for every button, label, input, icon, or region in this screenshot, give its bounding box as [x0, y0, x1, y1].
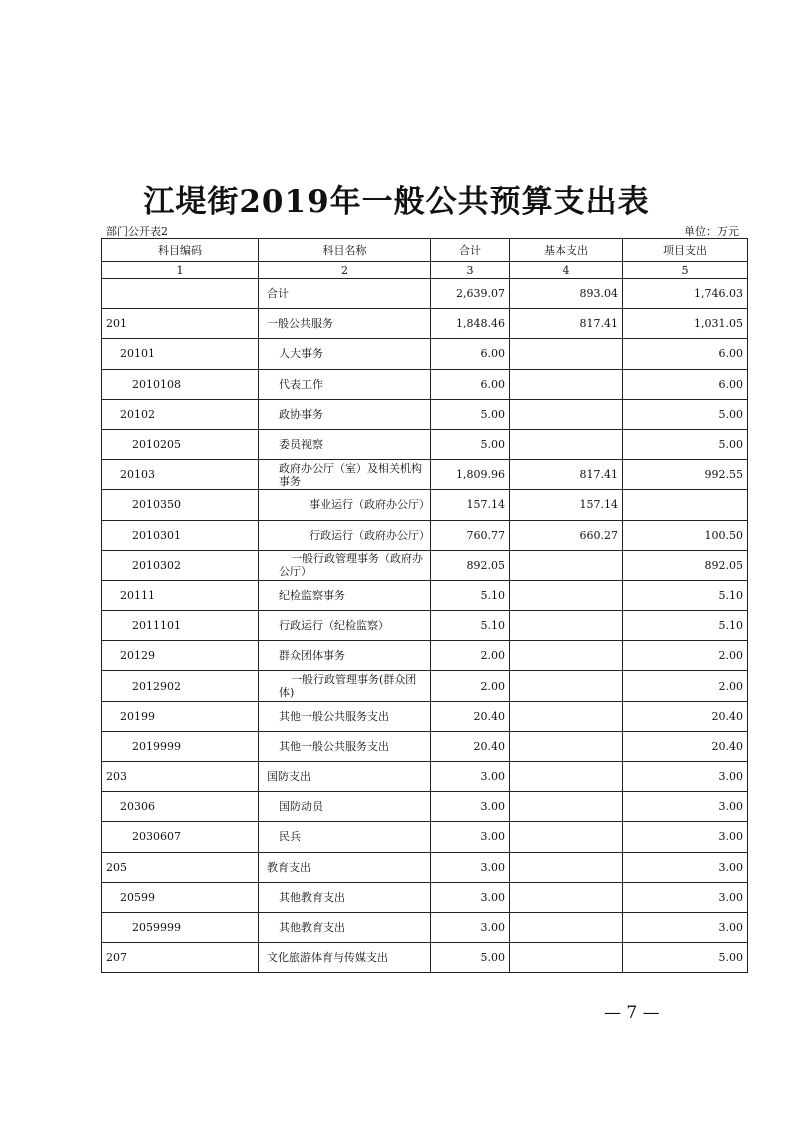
row-basic — [510, 671, 623, 701]
row-name: 其他教育支出 — [259, 882, 431, 912]
row-total: 2.00 — [431, 671, 510, 701]
page-number: — 7 — — [604, 1003, 660, 1023]
table-row — [102, 852, 748, 882]
row-name: 委员视察 — [259, 429, 431, 459]
table-row — [102, 943, 748, 973]
table-row — [102, 701, 748, 731]
column-index: 1 — [102, 262, 259, 279]
row-code: 2010302 — [102, 550, 259, 580]
row-total: 5.00 — [431, 429, 510, 459]
row-total: 6.00 — [431, 339, 510, 369]
row-name: 国防动员 — [259, 792, 431, 822]
row-code: 2010205 — [102, 429, 259, 459]
row-name: 其他一般公共服务支出 — [259, 701, 431, 731]
column-index-row — [102, 262, 748, 279]
table-id-label: 部门公开表2 — [106, 225, 168, 238]
row-basic — [510, 943, 623, 973]
header-name: 科目名称 — [259, 239, 431, 262]
row-code: 20102 — [102, 399, 259, 429]
row-basic — [510, 912, 623, 942]
row-project: 20.40 — [623, 701, 748, 731]
row-code: 20101 — [102, 339, 259, 369]
row-project: 5.00 — [623, 429, 748, 459]
row-project: 5.00 — [623, 943, 748, 973]
row-total: 1,848.46 — [431, 309, 510, 339]
header-row — [102, 239, 748, 262]
row-code: 20111 — [102, 580, 259, 610]
row-basic — [510, 369, 623, 399]
table-row — [102, 520, 748, 550]
table-row — [102, 550, 748, 580]
table-row — [102, 580, 748, 610]
row-basic — [510, 762, 623, 792]
row-code: 20129 — [102, 641, 259, 671]
row-total: 2,639.07 — [431, 279, 510, 309]
row-name: 文化旅游体育与传媒支出 — [259, 943, 431, 973]
table-row — [102, 641, 748, 671]
table-row — [102, 399, 748, 429]
row-code: 2030607 — [102, 822, 259, 852]
row-project — [623, 490, 748, 520]
row-name: 行政运行（政府办公厅） — [259, 520, 431, 550]
column-index: 4 — [510, 262, 623, 279]
row-name: 其他一般公共服务支出 — [259, 731, 431, 761]
row-name: 一般行政管理事务（政府办公厅） — [259, 550, 431, 580]
row-project: 992.55 — [623, 460, 748, 490]
row-code: 203 — [102, 762, 259, 792]
row-basic — [510, 550, 623, 580]
row-project: 892.05 — [623, 550, 748, 580]
row-code: 2011101 — [102, 611, 259, 641]
row-code: 2010108 — [102, 369, 259, 399]
row-total: 3.00 — [431, 882, 510, 912]
table-row — [102, 671, 748, 701]
row-total: 5.10 — [431, 611, 510, 641]
row-name: 合计 — [259, 279, 431, 309]
table-row — [102, 822, 748, 852]
row-project: 6.00 — [623, 339, 748, 369]
row-name: 群众团体事务 — [259, 641, 431, 671]
page-title: 江堤街2019年一般公共预算支出表 — [143, 184, 650, 220]
row-name: 教育支出 — [259, 852, 431, 882]
row-name: 民兵 — [259, 822, 431, 852]
row-project: 2.00 — [623, 671, 748, 701]
row-project: 3.00 — [623, 882, 748, 912]
row-code — [102, 279, 259, 309]
row-total: 3.00 — [431, 792, 510, 822]
row-project: 100.50 — [623, 520, 748, 550]
row-code: 2010350 — [102, 490, 259, 520]
row-basic — [510, 822, 623, 852]
row-basic: 817.41 — [510, 460, 623, 490]
row-project: 1,031.05 — [623, 309, 748, 339]
row-basic — [510, 399, 623, 429]
row-code: 207 — [102, 943, 259, 973]
row-code: 201 — [102, 309, 259, 339]
column-index: 2 — [259, 262, 431, 279]
row-basic — [510, 792, 623, 822]
row-code: 2012902 — [102, 671, 259, 701]
row-total: 20.40 — [431, 701, 510, 731]
row-name: 行政运行（纪检监察） — [259, 611, 431, 641]
row-basic — [510, 429, 623, 459]
row-total: 3.00 — [431, 822, 510, 852]
row-name: 一般行政管理事务(群众团体) — [259, 671, 431, 701]
row-total: 6.00 — [431, 369, 510, 399]
row-basic — [510, 611, 623, 641]
table-row — [102, 339, 748, 369]
row-code: 20199 — [102, 701, 259, 731]
row-project: 2.00 — [623, 641, 748, 671]
row-project: 1,746.03 — [623, 279, 748, 309]
row-code: 20306 — [102, 792, 259, 822]
table-row — [102, 762, 748, 792]
row-basic — [510, 339, 623, 369]
row-total: 157.14 — [431, 490, 510, 520]
row-project: 5.10 — [623, 611, 748, 641]
column-index: 3 — [431, 262, 510, 279]
row-code: 2019999 — [102, 731, 259, 761]
table-row — [102, 460, 748, 490]
row-project: 20.40 — [623, 731, 748, 761]
row-total: 2.00 — [431, 641, 510, 671]
row-name: 国防支出 — [259, 762, 431, 792]
row-total: 892.05 — [431, 550, 510, 580]
row-basic: 893.04 — [510, 279, 623, 309]
header-code: 科目编码 — [102, 239, 259, 262]
row-code: 2010301 — [102, 520, 259, 550]
row-basic — [510, 882, 623, 912]
row-project: 6.00 — [623, 369, 748, 399]
unit-label: 单位：万元 — [684, 225, 739, 238]
row-basic: 157.14 — [510, 490, 623, 520]
row-project: 3.00 — [623, 912, 748, 942]
row-total: 760.77 — [431, 520, 510, 550]
row-name: 事业运行（政府办公厅） — [259, 490, 431, 520]
row-name: 人大事务 — [259, 339, 431, 369]
table-row — [102, 611, 748, 641]
row-code: 2059999 — [102, 912, 259, 942]
row-basic: 817.41 — [510, 309, 623, 339]
row-project: 5.00 — [623, 399, 748, 429]
row-total: 3.00 — [431, 912, 510, 942]
row-code: 20599 — [102, 882, 259, 912]
table-row — [102, 369, 748, 399]
row-basic — [510, 580, 623, 610]
row-name: 政协事务 — [259, 399, 431, 429]
table-row — [102, 731, 748, 761]
table-row — [102, 792, 748, 822]
row-basic — [510, 852, 623, 882]
row-project: 3.00 — [623, 792, 748, 822]
table-row — [102, 882, 748, 912]
row-code: 20103 — [102, 460, 259, 490]
row-code: 205 — [102, 852, 259, 882]
row-project: 5.10 — [623, 580, 748, 610]
row-basic: 660.27 — [510, 520, 623, 550]
row-basic — [510, 641, 623, 671]
row-total: 20.40 — [431, 731, 510, 761]
row-name: 纪检监察事务 — [259, 580, 431, 610]
table-row — [102, 490, 748, 520]
budget-table — [101, 238, 748, 973]
row-name: 代表工作 — [259, 369, 431, 399]
table-row — [102, 279, 748, 309]
row-total: 3.00 — [431, 852, 510, 882]
table-row — [102, 429, 748, 459]
header-project: 项目支出 — [623, 239, 748, 262]
row-total: 1,809.96 — [431, 460, 510, 490]
header-basic: 基本支出 — [510, 239, 623, 262]
row-project: 3.00 — [623, 762, 748, 792]
row-name: 一般公共服务 — [259, 309, 431, 339]
row-total: 5.00 — [431, 399, 510, 429]
table-row — [102, 912, 748, 942]
row-total: 5.10 — [431, 580, 510, 610]
row-total: 3.00 — [431, 762, 510, 792]
header-total: 合计 — [431, 239, 510, 262]
row-project: 3.00 — [623, 852, 748, 882]
row-total: 5.00 — [431, 943, 510, 973]
row-project: 3.00 — [623, 822, 748, 852]
row-name: 其他教育支出 — [259, 912, 431, 942]
column-index: 5 — [623, 262, 748, 279]
table-row — [102, 309, 748, 339]
row-basic — [510, 731, 623, 761]
row-name: 政府办公厅（室）及相关机构事务 — [259, 460, 431, 490]
row-basic — [510, 701, 623, 731]
